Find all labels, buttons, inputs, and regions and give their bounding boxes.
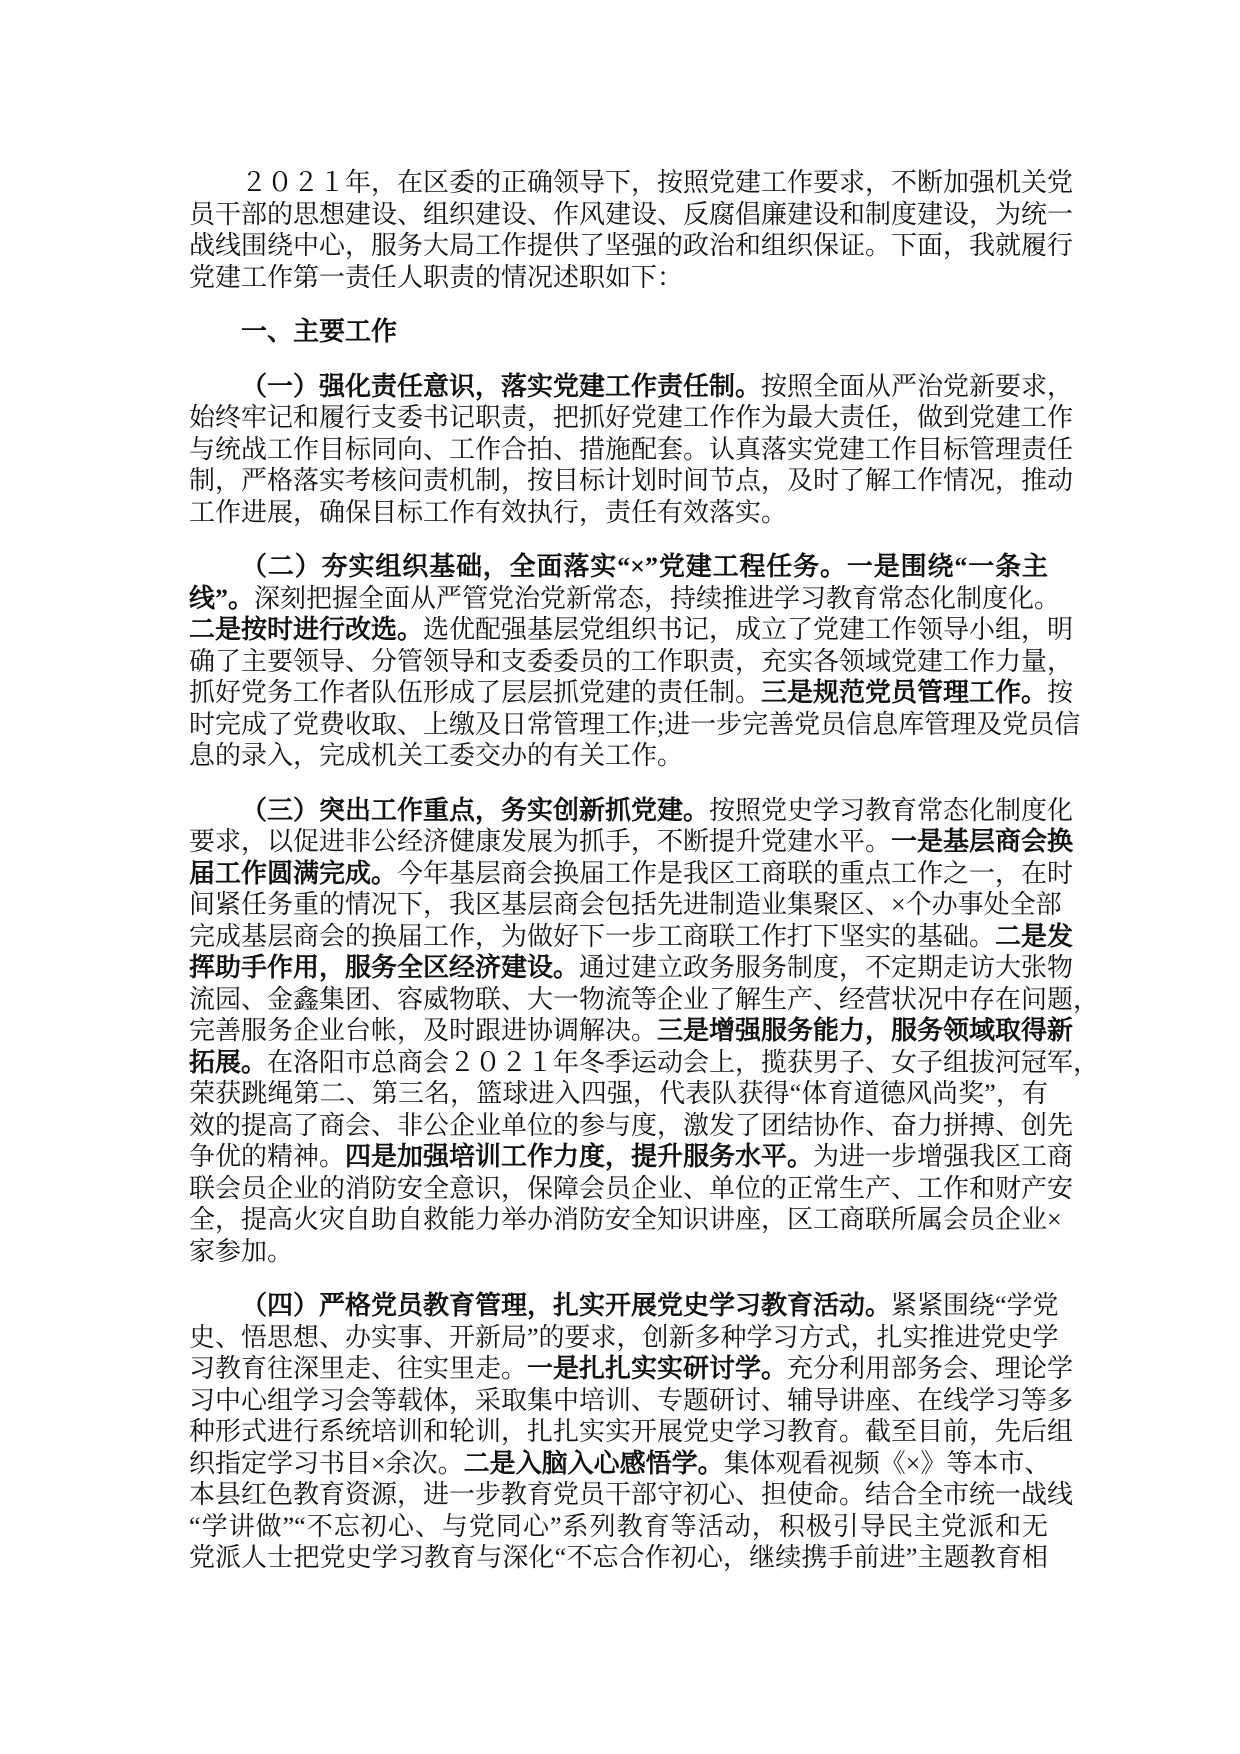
text-line [189,921,1074,953]
body-text: 织指定学习书目×余次。 [189,1448,464,1478]
body-text: 在洛阳市总商会２０２１年冬季运动会上，揽获男子、女子组拔河冠军， [267,1047,1100,1077]
bold-heading-text: 二是入脑入心感悟学。 [463,1448,724,1478]
body-text: 要求，以促进非公经济健康发展为抓手，不断提升党建水平。 [189,827,892,856]
body-text: 史、悟思想、办实事、开新局”的要求，创新多种学习方式，扎实推进党史学 [189,1322,1059,1352]
text-line [189,1416,1074,1448]
body-text: 种形式进行系统培训和轮训，扎扎实实开展党史学习教育。截至目前，先后组 [189,1417,1074,1446]
body-text: 流园、金鑫集团、容威物联、大一物流等企业了解生产、经营状况中存在问题， [189,984,1100,1014]
bold-heading-text: 线”。 [189,583,255,613]
text-line [189,1479,1074,1511]
body-text: 深刻把握全面从严管党治党新常态，持续推进学习教育常态化制度化。 [254,583,1061,613]
bold-heading-text: 拓展。 [189,1047,268,1077]
body-text: 息的录入，完成机关工委交办的有关工作。 [189,741,684,770]
body-text: 制，严格落实考核问责机制，按目标计划时间节点，及时了解工作情况，推动 [189,466,1074,495]
body-text: 习教育往深里走、往实里走。 [189,1354,528,1383]
body-text: ２０２１年，在区委的正确领导下，按照党建工作要求，不断加强机关党 [241,168,1074,197]
bold-heading-text: 一、主要工作 [241,317,398,346]
text-line [189,583,1061,615]
body-text: 完善服务企业台帐，及时跟进协调解决。 [189,1016,658,1045]
paragraph [189,795,1100,1268]
bold-heading-text: 一是扎扎实实研讨学。 [527,1354,788,1383]
body-text: 选优配强基层党组织书记，成立了党建工作领导小组，明 [423,615,1074,644]
text-line [189,199,1074,231]
paragraph [189,371,1074,529]
text-line [189,1110,1074,1142]
text-line [189,316,1048,348]
text-line [189,795,1074,827]
bold-heading-text: 三是规范党员管理工作。 [761,678,1048,707]
body-text: 按照党史学习教育常态化制度化 [709,795,1074,825]
bold-heading-text: 挥助手作用，服务全区经济建设。 [189,953,580,982]
bold-heading-text: 二是发 [995,921,1074,951]
text-line [189,167,1074,199]
bold-heading-text: （二）夯实组织基础，全面落实“×”党建工程任务。一是围绕“一条主 [241,552,1048,581]
body-text: 始终牢记和履行支委书记职责，把抓好党建工作作为最大责任，做到党建工作 [189,403,1074,432]
body-text: 抓好党务工作者队伍形成了层层抓党建的责任制。 [189,678,762,707]
bold-heading-text: （一）强化责任意识，落实党建工作责任制。 [241,371,762,401]
body-text: 效的提高了商会、非公企业单位的参与度，激发了团结协作、奋力拼搏、创先 [189,1110,1074,1140]
body-text: 今年基层商会换届工作是我区工商联的重点工作之一，在时 [397,858,1074,888]
bold-heading-text: （三）突出工作重点，务实创新抓党建。 [241,795,710,825]
body-text: 集体观看视频《×》等本市、 [723,1448,1051,1478]
body-text: 为进一步增强我区工商 [813,1142,1074,1171]
text-line [189,1542,1048,1574]
text-line [189,1290,1059,1322]
text-line [189,1141,1074,1173]
body-text: 员干部的思想建设、组织建设、作风建设、反腐倡廉建设和制度建设，为统一 [189,199,1074,229]
body-text: 党派人士把党史学习教育与深化“不忘合作初心，继续携手前进”主题教育相 [189,1543,1048,1572]
body-text: 工作进展，确保目标工作有效执行，责任有效落实。 [189,497,788,527]
bold-heading-text: 届工作圆满完成。 [189,858,398,888]
text-line [189,230,1074,262]
text-line [189,1385,1074,1417]
text-line [189,497,1048,529]
bold-heading-text: 一是基层商会换 [891,827,1074,856]
body-text: 时完成了党费收取、上缴及日常管理工作;进一步完善党员信息库管理及党员信 [189,709,1081,739]
text-line [189,551,1048,583]
document-page-body [189,167,1100,1574]
text-line [189,1511,1048,1543]
text-line [189,1047,1100,1079]
body-text: 按照全面从严治党新要求， [761,371,1074,401]
body-text: 全，提高火灾自助自救能力举办消防安全知识讲座，区工商联所属会员企业× [189,1205,1062,1234]
body-text: 通过建立政务服务制度，不定期走访大张物 [579,953,1074,982]
body-text: 家参加。 [189,1236,294,1266]
text-line [189,465,1074,497]
text-line [189,1173,1074,1205]
body-text: 紧紧围绕“学党 [891,1291,1059,1320]
body-text: 争优的精神。 [189,1142,346,1171]
bold-heading-text: 三是增强服务能力，服务领域取得新 [657,1016,1074,1045]
text-line [189,1204,1062,1236]
text-line [189,889,1062,921]
body-text: “学讲做”“不忘初心、与党同心”系列教育等活动，积极引导民主党派和无 [189,1511,1048,1541]
body-text: 党建工作第一责任人职责的情况述职如下： [189,262,684,292]
body-text: 间紧任务重的情况下，我区基层商会包括先进制造业集聚区、×个办事处全部 [189,890,1062,919]
section-heading [189,316,1048,348]
body-text: 战线围绕中心，服务大局工作提供了坚强的政治和组织保证。下面，我就履行 [189,231,1074,260]
text-line [189,740,1048,772]
text-line [189,262,1048,294]
body-text: 习中心组学习会等载体，采取集中培训、专题研讨、辅导讲座、在线学习等多 [189,1385,1074,1415]
bold-heading-text: 二是按时进行改选。 [189,615,424,644]
text-line [189,614,1074,646]
text-line [189,826,1074,858]
text-line [189,858,1074,890]
body-text: 本县红色教育资源，进一步教育党员干部守初心、担使命。结合全市统一战线 [189,1480,1074,1509]
text-line [189,1448,1051,1480]
paragraph [189,167,1074,293]
text-line [189,402,1074,434]
bold-heading-text: 四是加强培训工作力度，提升服务水平。 [345,1142,814,1171]
body-text: 充分利用部务会、理论学 [787,1354,1074,1383]
text-line [189,1015,1074,1047]
text-line [189,1322,1059,1354]
paragraph [189,1290,1074,1574]
text-line [189,1236,1048,1268]
body-text: 与统战工作目标同向、工作合拍、措施配套。认真落实党建工作目标管理责任 [189,434,1074,464]
text-line [189,646,1074,678]
bold-heading-text: （四）严格党员教育管理，扎实开展党史学习教育活动。 [241,1291,892,1320]
text-line [189,677,1074,709]
body-text: 完成基层商会的换届工作，为做好下一步工商联工作打下坚实的基础。 [189,921,996,951]
text-line [189,434,1074,466]
text-line [189,952,1074,984]
text-line [189,1078,1048,1110]
body-text: 确了主要领导、分管领导和支委委员的工作职责，充实各领域党建工作力量， [189,646,1074,676]
text-line [189,984,1100,1016]
body-text: 联会员企业的消防安全意识，保障会员企业、单位的正常生产、工作和财产安 [189,1173,1074,1203]
text-line [189,709,1081,741]
text-line [189,371,1074,403]
body-text: 按 [1047,678,1074,707]
text-line [189,1353,1074,1385]
paragraph [189,551,1081,772]
body-text: 荣获跳绳第二、第三名，篮球进入四强，代表队获得“体育道德风尚奖”，有 [189,1079,1048,1108]
